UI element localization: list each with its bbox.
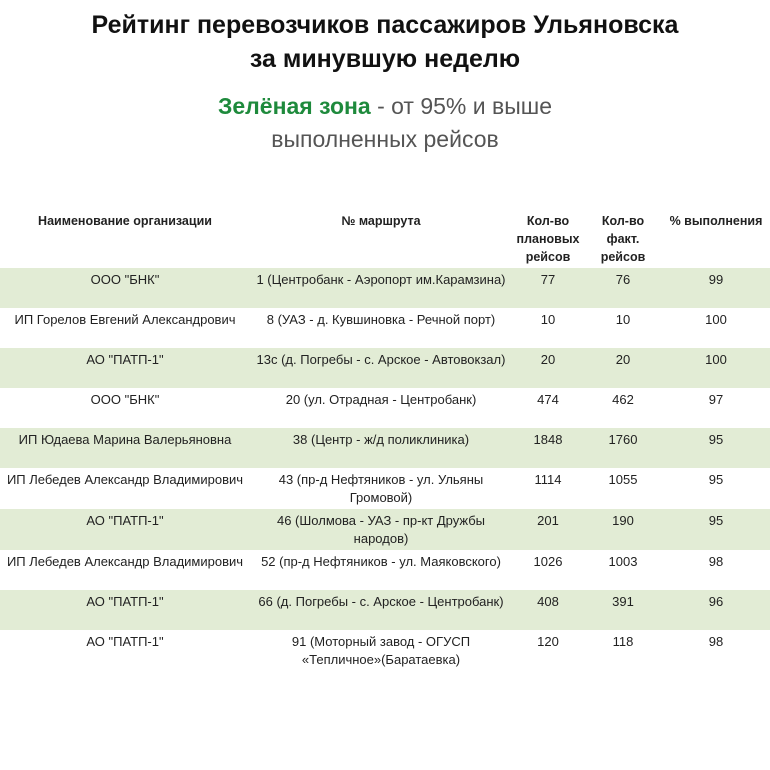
table-row (0, 388, 770, 428)
cell-percent: 98 (708, 634, 724, 649)
cell-percent: 100 (705, 312, 727, 327)
table-row (0, 428, 770, 468)
cell-actual: 1003 (608, 554, 638, 569)
cell-actual: 391 (584, 590, 662, 630)
table-header-row (0, 210, 770, 268)
cell-actual: 1055 (608, 472, 638, 487)
header-actual: Кол-во факт. рейсов (600, 214, 646, 264)
cell-planned: 1848 (512, 428, 584, 468)
cell-route: 46 (Шолмова - УАЗ - пр-кт Дружбы народов) (250, 509, 512, 550)
table-row (0, 308, 770, 348)
header-planned: Кол-во плановых рейсов (516, 214, 580, 264)
table-row (0, 468, 770, 509)
cell-planned: 10 (540, 312, 556, 327)
cell-actual: 10 (615, 312, 631, 327)
zone-line-2: выполненных рейсов (271, 126, 499, 152)
cell-percent: 96 (662, 590, 770, 630)
cell-actual: 462 (612, 392, 634, 407)
cell-organization: ООО "БНК" (0, 268, 250, 308)
cell-route: 38 (Центр - ж/д поликлиника) (250, 428, 512, 468)
cell-organization: АО "ПАТП-1" (0, 509, 250, 550)
cell-organization: ИП Юдаева Марина Валерьяновна (0, 428, 250, 468)
cell-actual: 20 (584, 348, 662, 388)
cell-organization: АО "ПАТП-1" (86, 634, 164, 649)
table-body (0, 268, 770, 671)
cell-percent: 95 (708, 472, 724, 487)
zone-text: - от 95% и выше (370, 93, 552, 119)
cell-route: 52 (пр-д Нефтяников - ул. Маяковского) (261, 554, 501, 569)
table-row (0, 509, 770, 550)
cell-actual: 118 (612, 634, 634, 649)
carrier-rating-table (0, 210, 770, 671)
zone-line-1 (0, 90, 770, 123)
cell-route: 66 (д. Погребы - с. Арское - Центробанк) (250, 590, 512, 630)
table-row (0, 550, 770, 590)
cell-planned: 408 (512, 590, 584, 630)
zone-description (0, 90, 770, 156)
cell-percent: 95 (662, 428, 770, 468)
cell-route: 91 (Моторный завод - ОГУСП «Тепличное»(Баратаевка) (291, 634, 471, 667)
title-line-2: за минувшую неделю (249, 45, 521, 73)
header-route: № маршрута (341, 214, 421, 228)
cell-organization: ООО "БНК" (90, 392, 160, 407)
header-percent: % выполнения (669, 214, 763, 228)
cell-percent: 100 (662, 348, 770, 388)
cell-organization: ИП Лебедев Александр Владимирович (6, 472, 244, 487)
table-row (0, 590, 770, 630)
page-title (0, 8, 770, 76)
cell-route: 20 (ул. Отрадная - Центробанк) (285, 392, 477, 407)
cell-organization: АО "ПАТП-1" (0, 590, 250, 630)
cell-planned: 1026 (533, 554, 563, 569)
cell-organization: ИП Горелов Евгений Александрович (14, 312, 236, 327)
cell-planned: 120 (537, 634, 559, 649)
cell-route: 43 (пр-д Нефтяников - ул. Ульяны Громовой) (278, 472, 484, 505)
cell-actual: 1760 (584, 428, 662, 468)
cell-percent: 97 (708, 392, 724, 407)
cell-planned: 474 (537, 392, 559, 407)
table-row (0, 268, 770, 308)
cell-planned: 1114 (534, 472, 562, 487)
header-organization: Наименование организации (38, 214, 212, 228)
table-row (0, 348, 770, 388)
title-line-1: Рейтинг перевозчиков пассажиров Ульяновска (91, 11, 679, 39)
cell-organization: ИП Лебедев Александр Владимирович (6, 554, 244, 569)
cell-route: 13с (д. Погребы - с. Арское - Автовокзал) (250, 348, 512, 388)
cell-percent: 99 (662, 268, 770, 308)
cell-organization: АО "ПАТП-1" (0, 348, 250, 388)
cell-percent: 95 (662, 509, 770, 550)
cell-route: 1 (Центробанк - Аэропорт им.Карамзина) (250, 268, 512, 308)
cell-actual: 76 (584, 268, 662, 308)
cell-actual: 190 (584, 509, 662, 550)
cell-planned: 77 (512, 268, 584, 308)
cell-planned: 201 (512, 509, 584, 550)
zone-label: Зелёная зона (217, 93, 371, 119)
cell-planned: 20 (512, 348, 584, 388)
cell-route: 8 (УАЗ - д. Кувшиновка - Речной порт) (266, 312, 496, 327)
table-row (0, 630, 770, 671)
cell-percent: 98 (708, 554, 724, 569)
